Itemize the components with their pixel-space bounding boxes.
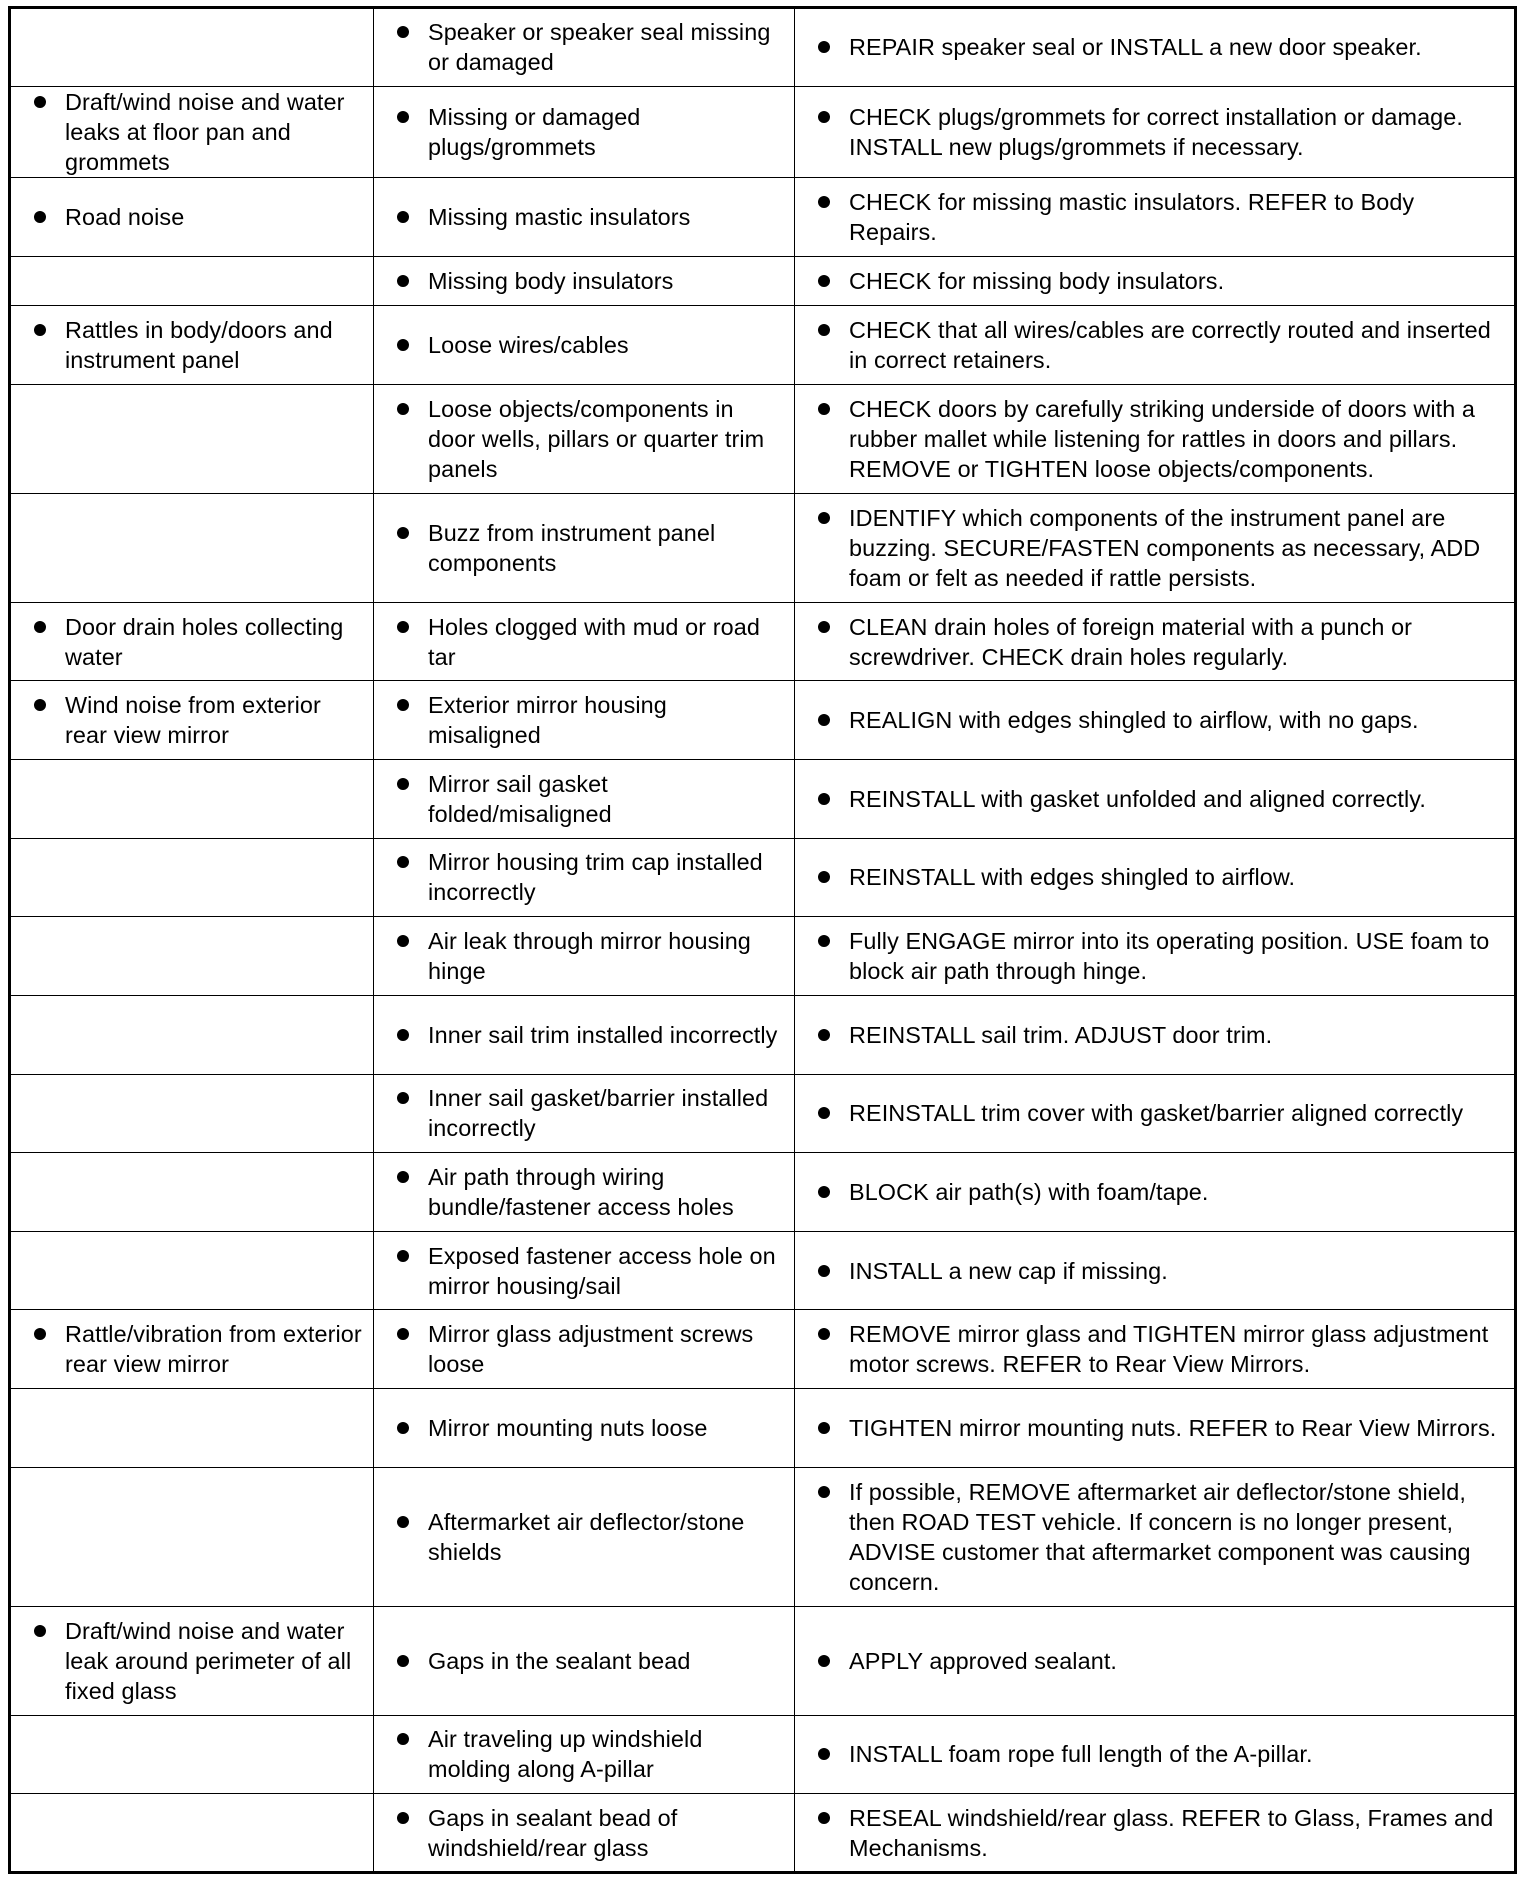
bullet-icon — [397, 1029, 409, 1041]
bullet-item — [795, 503, 1506, 593]
table-row — [10, 1074, 1516, 1153]
source-text: Mirror housing trim cap installed incorrectly — [428, 849, 763, 906]
source-text: Missing body insulators — [428, 268, 674, 295]
action-text: REINSTALL with edges shingled to airflow. — [849, 864, 1296, 891]
action-text: REINSTALL trim cover with gasket/barrier aligned correctly — [849, 1100, 1464, 1127]
action-text: IDENTIFY which components of the instrument panel are buzzing. SECURE/FASTEN components as necessary, ADD foam or felt as needed if rattle persists. — [849, 504, 1481, 591]
table-row — [10, 256, 1516, 305]
bullet-item — [795, 705, 1506, 735]
condition-cell — [10, 1389, 374, 1468]
bullet-icon — [397, 1516, 409, 1528]
condition-cell — [10, 602, 374, 681]
bullet-icon — [397, 111, 409, 123]
condition-text: Rattle/vibration from exterior rear view mirror — [65, 1321, 362, 1378]
bullet-item — [374, 1507, 786, 1567]
source-cell — [374, 1794, 795, 1873]
bullet-item — [795, 1177, 1506, 1207]
bullet-item — [795, 32, 1506, 62]
action-text: CLEAN drain holes of foreign material with a punch or screwdriver. CHECK drain holes regularly. — [849, 613, 1413, 670]
diagnosis-table-body — [10, 8, 1516, 1873]
bullet-icon — [34, 96, 46, 108]
action-text: If possible, REMOVE aftermarket air deflector/stone shield, then ROAD TEST vehicle. If concern is no longer present, ADVISE customer that aftermarket component was causing concern. — [849, 1478, 1471, 1595]
bullet-item — [11, 202, 365, 232]
table-row — [10, 995, 1516, 1074]
bullet-icon — [397, 621, 409, 633]
action-cell — [795, 1467, 1516, 1606]
source-cell — [374, 8, 795, 87]
table-row — [10, 917, 1516, 996]
bullet-item — [374, 1319, 786, 1379]
bullet-item — [374, 518, 786, 578]
bullet-item — [795, 784, 1506, 814]
action-cell — [795, 1310, 1516, 1389]
bullet-icon — [397, 699, 409, 711]
bullet-item — [795, 1646, 1506, 1676]
action-text: CHECK for missing mastic insulators. REFER to Body Repairs. — [849, 189, 1415, 246]
bullet-item — [374, 17, 786, 77]
source-cell — [374, 917, 795, 996]
condition-cell — [10, 8, 374, 87]
source-cell — [374, 602, 795, 681]
source-cell — [374, 86, 795, 178]
source-text: Mirror mounting nuts loose — [428, 1414, 708, 1441]
table-row — [10, 1606, 1516, 1715]
source-cell — [374, 178, 795, 257]
bullet-icon — [397, 778, 409, 790]
source-cell — [374, 1074, 795, 1153]
bullet-icon — [818, 714, 830, 726]
source-text: Exterior mirror housing misaligned — [428, 692, 667, 749]
source-cell — [374, 256, 795, 305]
bullet-item — [795, 1098, 1506, 1128]
source-cell — [374, 1467, 795, 1606]
action-cell — [795, 1074, 1516, 1153]
bullet-item — [374, 266, 786, 296]
bullet-item — [795, 187, 1506, 247]
bullet-icon — [397, 339, 409, 351]
bullet-item — [795, 1803, 1506, 1863]
table-row — [10, 1794, 1516, 1873]
bullet-item — [795, 612, 1506, 672]
source-text: Exposed fastener access hole on mirror housing/sail — [428, 1242, 776, 1299]
action-text: BLOCK air path(s) with foam/tape. — [849, 1178, 1209, 1205]
bullet-icon — [397, 26, 409, 38]
action-cell — [795, 1794, 1516, 1873]
condition-text: Wind noise from exterior rear view mirror — [65, 692, 321, 749]
bullet-icon — [818, 793, 830, 805]
bullet-item — [374, 1020, 786, 1050]
bullet-icon — [34, 324, 46, 336]
bullet-item — [795, 1256, 1506, 1286]
bullet-icon — [818, 871, 830, 883]
bullet-item — [374, 1724, 786, 1784]
source-text: Inner sail trim installed incorrectly — [428, 1021, 778, 1048]
condition-cell — [10, 917, 374, 996]
bullet-icon — [818, 1029, 830, 1041]
table-row — [10, 602, 1516, 681]
table-row — [10, 838, 1516, 917]
bullet-item — [11, 87, 365, 177]
bullet-item — [374, 394, 786, 484]
bullet-icon — [397, 1171, 409, 1183]
action-cell — [795, 256, 1516, 305]
table-row — [10, 8, 1516, 87]
bullet-item — [795, 862, 1506, 892]
bullet-icon — [397, 1733, 409, 1745]
bullet-item — [11, 1319, 365, 1379]
bullet-icon — [818, 1812, 830, 1824]
source-text: Inner sail gasket/barrier installed incorrectly — [428, 1085, 769, 1142]
bullet-item — [374, 769, 786, 829]
table-row — [10, 1231, 1516, 1310]
bullet-item — [374, 1162, 786, 1222]
action-cell — [795, 760, 1516, 839]
action-text: Fully ENGAGE mirror into its operating position. USE foam to block air path through hinge. — [849, 928, 1490, 985]
bullet-icon — [397, 1422, 409, 1434]
bullet-item — [374, 847, 786, 907]
source-text: Holes clogged with mud or road tar — [428, 613, 760, 670]
condition-cell — [10, 86, 374, 178]
condition-cell — [10, 1794, 374, 1873]
action-cell — [795, 306, 1516, 385]
bullet-icon — [397, 1812, 409, 1824]
bullet-icon — [34, 1625, 46, 1637]
source-cell — [374, 995, 795, 1074]
action-text: CHECK for missing body insulators. — [849, 268, 1225, 295]
action-text: RESEAL windshield/rear glass. REFER to Glass, Frames and Mechanisms. — [849, 1804, 1494, 1861]
condition-cell — [10, 1074, 374, 1153]
bullet-item — [795, 1739, 1506, 1769]
bullet-item — [795, 1413, 1506, 1443]
source-cell — [374, 385, 795, 494]
condition-cell — [10, 1231, 374, 1310]
condition-cell — [10, 681, 374, 760]
bullet-icon — [818, 324, 830, 336]
source-text: Air traveling up windshield molding along A-pillar — [428, 1726, 703, 1783]
bullet-item — [374, 102, 786, 162]
source-cell — [374, 1389, 795, 1468]
bullet-icon — [397, 1092, 409, 1104]
action-text: REMOVE mirror glass and TIGHTEN mirror glass adjustment motor screws. REFER to Rear View Mirrors. — [849, 1321, 1489, 1378]
bullet-icon — [818, 1422, 830, 1434]
source-text: Gaps in the sealant bead — [428, 1647, 691, 1674]
bullet-item — [374, 926, 786, 986]
action-text: CHECK plugs/grommets for correct installation or damage. INSTALL new plugs/grommets if necessary. — [849, 103, 1463, 160]
source-text: Air leak through mirror housing hinge — [428, 928, 751, 985]
bullet-icon — [34, 211, 46, 223]
condition-cell — [10, 760, 374, 839]
action-cell — [795, 995, 1516, 1074]
action-text: REINSTALL sail trim. ADJUST door trim. — [849, 1021, 1273, 1048]
condition-cell — [10, 1467, 374, 1606]
table-row — [10, 1715, 1516, 1794]
action-text: CHECK doors by carefully striking underside of doors with a rubber mallet while listening for rattles in doors and pillars. REMOVE or TIGHTEN loose objects/components. — [849, 395, 1476, 482]
table-row — [10, 1467, 1516, 1606]
bullet-icon — [818, 1107, 830, 1119]
table-row — [10, 681, 1516, 760]
action-text: INSTALL a new cap if missing. — [849, 1257, 1168, 1284]
bullet-item — [374, 330, 786, 360]
bullet-icon — [818, 41, 830, 53]
bullet-icon — [397, 935, 409, 947]
source-text: Buzz from instrument panel components — [428, 519, 716, 576]
action-text: REALIGN with edges shingled to airflow, with no gaps. — [849, 707, 1419, 734]
condition-text: Draft/wind noise and water leak around perimeter of all fixed glass — [65, 1617, 352, 1704]
bullet-icon — [34, 1328, 46, 1340]
bullet-item — [795, 926, 1506, 986]
source-cell — [374, 1715, 795, 1794]
bullet-icon — [397, 1655, 409, 1667]
bullet-item — [374, 1646, 786, 1676]
action-text: TIGHTEN mirror mounting nuts. REFER to Rear View Mirrors. — [849, 1414, 1497, 1441]
bullet-icon — [818, 111, 830, 123]
source-cell — [374, 493, 795, 602]
bullet-icon — [397, 527, 409, 539]
bullet-item — [374, 1241, 786, 1301]
condition-text: Draft/wind noise and water leaks at floor pan and grommets — [65, 88, 345, 175]
bullet-icon — [818, 1186, 830, 1198]
source-text: Missing mastic insulators — [428, 204, 691, 231]
bullet-item — [374, 1803, 786, 1863]
source-cell — [374, 306, 795, 385]
source-text: Loose objects/components in door wells, pillars or quarter trim panels — [428, 395, 765, 482]
source-text: Loose wires/cables — [428, 332, 629, 359]
bullet-item — [374, 202, 786, 232]
source-text: Speaker or speaker seal missing or damaged — [428, 19, 771, 76]
action-cell — [795, 1389, 1516, 1468]
table-row — [10, 1310, 1516, 1389]
action-cell — [795, 681, 1516, 760]
action-cell — [795, 1715, 1516, 1794]
bullet-icon — [818, 275, 830, 287]
table-row — [10, 385, 1516, 494]
bullet-icon — [397, 856, 409, 868]
bullet-item — [795, 394, 1506, 484]
source-cell — [374, 1310, 795, 1389]
action-cell — [795, 1606, 1516, 1715]
condition-cell — [10, 385, 374, 494]
bullet-item — [11, 1616, 365, 1706]
bullet-icon — [34, 621, 46, 633]
source-text: Aftermarket air deflector/stone shields — [428, 1508, 745, 1565]
bullet-icon — [818, 1748, 830, 1760]
bullet-icon — [818, 196, 830, 208]
bullet-item — [374, 1413, 786, 1443]
bullet-item — [795, 266, 1506, 296]
table-row — [10, 86, 1516, 178]
condition-text: Door drain holes collecting water — [65, 613, 344, 670]
bullet-icon — [818, 512, 830, 524]
source-text: Missing or damaged plugs/grommets — [428, 103, 641, 160]
bullet-item — [795, 102, 1506, 162]
condition-cell — [10, 493, 374, 602]
bullet-icon — [397, 1250, 409, 1262]
bullet-icon — [818, 1265, 830, 1277]
table-row — [10, 1389, 1516, 1468]
condition-cell — [10, 1310, 374, 1389]
source-cell — [374, 1231, 795, 1310]
action-cell — [795, 838, 1516, 917]
action-text: INSTALL foam rope full length of the A-pillar. — [849, 1741, 1313, 1768]
bullet-item — [795, 1477, 1506, 1597]
source-cell — [374, 1606, 795, 1715]
bullet-item — [11, 690, 365, 750]
condition-cell — [10, 178, 374, 257]
bullet-icon — [818, 621, 830, 633]
bullet-icon — [818, 403, 830, 415]
bullet-icon — [818, 1655, 830, 1667]
bullet-icon — [397, 1328, 409, 1340]
condition-cell — [10, 256, 374, 305]
source-cell — [374, 760, 795, 839]
source-cell — [374, 1153, 795, 1232]
action-cell — [795, 493, 1516, 602]
bullet-icon — [818, 1328, 830, 1340]
action-text: REPAIR speaker seal or INSTALL a new door speaker. — [849, 34, 1422, 61]
condition-text: Road noise — [65, 204, 185, 231]
source-cell — [374, 838, 795, 917]
bullet-icon — [397, 211, 409, 223]
bullet-icon — [818, 1486, 830, 1498]
action-cell — [795, 86, 1516, 178]
source-text: Air path through wiring bundle/fastener access holes — [428, 1163, 734, 1220]
action-cell — [795, 1153, 1516, 1232]
table-row — [10, 1153, 1516, 1232]
bullet-item — [11, 612, 365, 672]
condition-cell — [10, 1606, 374, 1715]
condition-cell — [10, 838, 374, 917]
condition-cell — [10, 1153, 374, 1232]
table-row — [10, 493, 1516, 602]
diagnosis-table — [8, 6, 1517, 1874]
table-row — [10, 178, 1516, 257]
source-cell — [374, 681, 795, 760]
bullet-icon — [397, 275, 409, 287]
bullet-item — [795, 315, 1506, 375]
action-cell — [795, 178, 1516, 257]
bullet-icon — [818, 935, 830, 947]
condition-cell — [10, 995, 374, 1074]
bullet-item — [795, 1319, 1506, 1379]
action-cell — [795, 8, 1516, 87]
source-text: Mirror sail gasket folded/misaligned — [428, 770, 612, 827]
bullet-item — [11, 315, 365, 375]
source-text: Gaps in sealant bead of windshield/rear glass — [428, 1804, 678, 1861]
action-text: CHECK that all wires/cables are correctly routed and inserted in correct retainers. — [849, 317, 1491, 374]
action-cell — [795, 602, 1516, 681]
action-text: APPLY approved sealant. — [849, 1647, 1118, 1674]
action-cell — [795, 1231, 1516, 1310]
action-text: REINSTALL with gasket unfolded and aligned correctly. — [849, 785, 1426, 812]
bullet-item — [795, 1020, 1506, 1050]
bullet-icon — [397, 403, 409, 415]
action-cell — [795, 917, 1516, 996]
condition-cell — [10, 1715, 374, 1794]
condition-text: Rattles in body/doors and instrument panel — [65, 317, 333, 374]
bullet-item — [374, 690, 786, 750]
bullet-icon — [34, 699, 46, 711]
action-cell — [795, 385, 1516, 494]
condition-cell — [10, 306, 374, 385]
table-row — [10, 760, 1516, 839]
bullet-item — [374, 1083, 786, 1143]
source-text: Mirror glass adjustment screws loose — [428, 1321, 754, 1378]
bullet-item — [374, 612, 786, 672]
table-row — [10, 306, 1516, 385]
